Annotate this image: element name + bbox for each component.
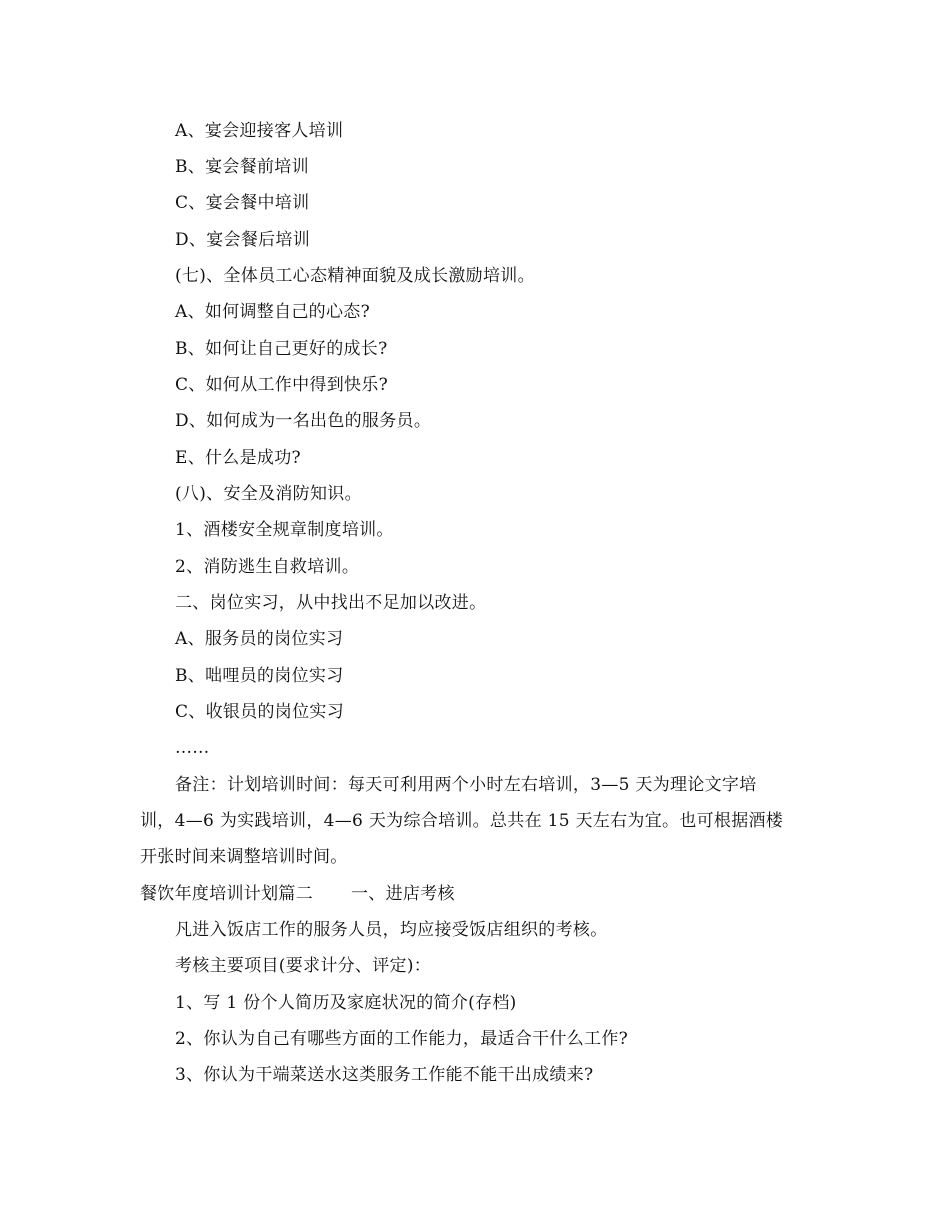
assessment-item-2: 2、你认为自己有哪些方面的工作能力，最适合干什么工作? (175, 1029, 629, 1049)
assessment-item-1: 1、写 1 份个人简历及家庭状况的简介(存档) (175, 993, 517, 1013)
list-item-b-banquet-before-meal: B、宴会餐前培训 (175, 157, 309, 177)
list-item-2-fire-escape: 2、消防逃生自救培训。 (175, 557, 360, 577)
list-item-d-banquet-after-meal: D、宴会餐后培训 (175, 230, 311, 250)
list-item-c-cashier-internship: C、收银员的岗位实习 (175, 702, 345, 722)
assessment-items-heading: 考核主要项目(要求计分、评定)： (175, 956, 432, 976)
assessment-item-3: 3、你认为干端菜送水这类服务工作能不能干出成绩来? (175, 1065, 594, 1085)
subsection-heading-store-assessment: 一、进店考核 (351, 884, 455, 904)
article-heading (140, 883, 455, 905)
article-title: 餐饮年度培训计划篇二 (140, 884, 313, 904)
ellipsis: …… (175, 738, 210, 758)
list-item-d-outstanding-waiter: D、如何成为一名出色的服务员。 (175, 411, 432, 431)
section-heading-eight: (八)、安全及消防知识。 (175, 484, 362, 504)
list-item-e-success: E、什么是成功? (175, 448, 301, 468)
note-paragraph-line-2: 训，4—6 为实践培训，4—6 天为综合培训。总共在 15 天左右为宜。也可根据酒楼 (140, 811, 784, 831)
assessment-intro: 凡进入饭店工作的服务人员，均应接受饭店组织的考核。 (175, 920, 608, 940)
section-heading-internship: 二、岗位实习，从中找出不足加以改进。 (175, 593, 487, 613)
list-item-a-banquet-welcome: A、宴会迎接客人培训 (175, 121, 344, 141)
list-item-a-waiter-internship: A、服务员的岗位实习 (175, 629, 344, 649)
list-item-a-mindset: A、如何调整自己的心态? (175, 302, 370, 322)
section-heading-seven: (七)、全体员工心态精神面貌及成长激励培训。 (175, 266, 535, 286)
note-paragraph-line-1: 备注：计划培训时间：每天可利用两个小时左右培训，3—5 天为理论文字培 (175, 775, 757, 795)
list-item-c-happiness: C、如何从工作中得到快乐? (175, 375, 389, 395)
list-item-c-banquet-during-meal: C、宴会餐中培训 (175, 193, 310, 213)
list-item-1-safety-rules: 1、酒楼安全规章制度培训。 (175, 520, 394, 540)
note-paragraph-line-3: 开张时间来调整培训时间。 (140, 847, 348, 867)
list-item-b-growth: B、如何让自己更好的成长? (175, 339, 388, 359)
list-item-b-bar-internship: B、咄哩员的岗位实习 (175, 666, 344, 686)
